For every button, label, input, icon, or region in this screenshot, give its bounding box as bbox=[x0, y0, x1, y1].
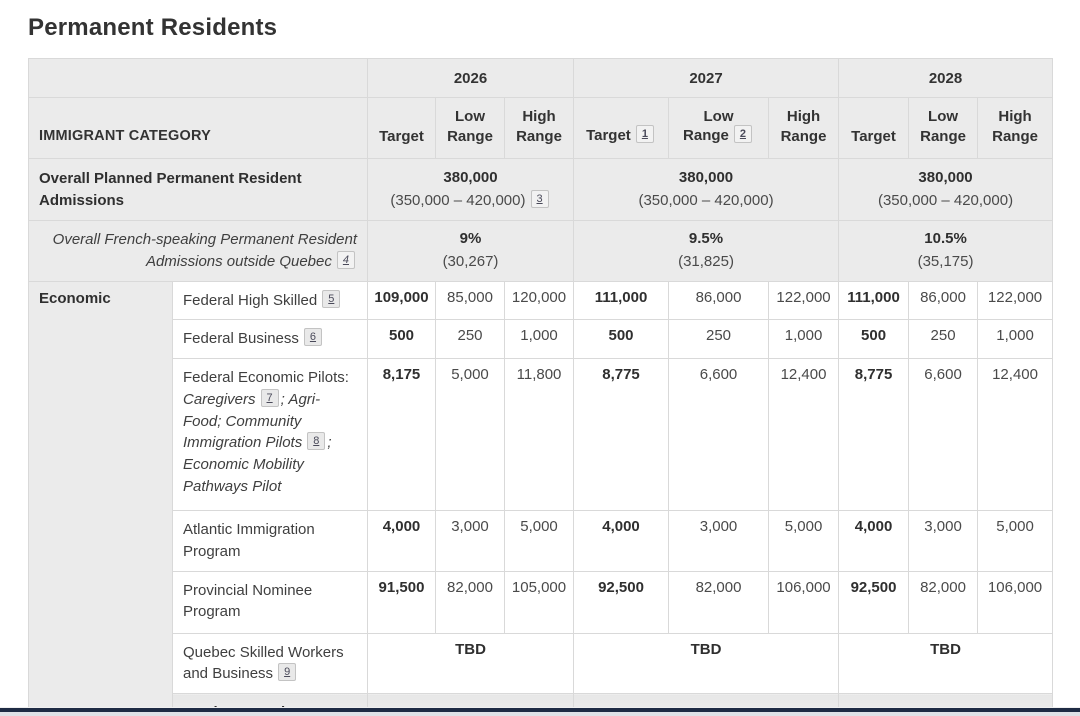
footnote-link-9[interactable]: 9 bbox=[278, 663, 296, 681]
column-header-row bbox=[29, 98, 1053, 159]
value-cell: 8,775 bbox=[839, 359, 909, 511]
overall-value-2026: 380,000 (350,000 – 420,000) 3 bbox=[368, 159, 574, 221]
economic-group-label: Economic bbox=[29, 281, 173, 716]
value-cell: 3,000 bbox=[436, 511, 505, 572]
footnote-link-1[interactable]: 1 bbox=[636, 125, 654, 143]
french-value-2027: 9.5% (31,825) bbox=[574, 221, 839, 282]
overall-admissions-row bbox=[29, 159, 1053, 221]
page-title: Permanent Residents bbox=[28, 14, 278, 41]
value-cell: 111,000 bbox=[574, 281, 669, 320]
low-range-header-2027: Low Range 2 bbox=[669, 98, 769, 159]
value-cell: 106,000 bbox=[769, 571, 839, 633]
value-cell: 85,000 bbox=[436, 281, 505, 320]
overall-admissions-label: Overall Planned Permanent Resident Admissions bbox=[29, 159, 368, 221]
low-range-header-2026: Low Range bbox=[436, 98, 505, 159]
federal-economic-pilots-row bbox=[29, 359, 1053, 511]
value-cell: 4,000 bbox=[368, 511, 436, 572]
window-bottom-edge bbox=[0, 707, 1080, 716]
value-cell: 105,000 bbox=[505, 571, 574, 633]
value-cell: 4,000 bbox=[839, 511, 909, 572]
target-header-2027: Target 1 bbox=[574, 98, 669, 159]
footnote-link-6[interactable]: 6 bbox=[304, 328, 322, 346]
footnote-link-4[interactable]: 4 bbox=[337, 251, 355, 269]
window-edge-shadow bbox=[0, 712, 1080, 716]
quebec-skilled-label: Quebec Skilled Workers and Business 9 bbox=[173, 633, 368, 694]
value-cell: 92,500 bbox=[574, 571, 669, 633]
high-range-header-2027: High Range bbox=[769, 98, 839, 159]
value-cell: 1,000 bbox=[505, 320, 574, 359]
quebec-tbd-2028: TBD bbox=[839, 633, 1053, 694]
value-cell: 6,600 bbox=[669, 359, 769, 511]
value-cell: 3,000 bbox=[909, 511, 978, 572]
quebec-skilled-row bbox=[29, 633, 1053, 694]
footnote-link-3[interactable]: 3 bbox=[531, 190, 549, 208]
value-cell: 91,500 bbox=[368, 571, 436, 633]
value-cell: 122,000 bbox=[978, 281, 1053, 320]
value-cell: 5,000 bbox=[978, 511, 1053, 572]
value-cell: 500 bbox=[574, 320, 669, 359]
value-cell: 12,400 bbox=[978, 359, 1053, 511]
value-cell: 109,000 bbox=[368, 281, 436, 320]
immigrant-category-header: IMMIGRANT CATEGORY bbox=[29, 98, 368, 159]
year-header-2027: 2027 bbox=[574, 59, 839, 98]
value-cell: 5,000 bbox=[769, 511, 839, 572]
target-header-2026: Target bbox=[368, 98, 436, 159]
year-header-2028: 2028 bbox=[839, 59, 1053, 98]
immigration-levels-table bbox=[28, 58, 1053, 716]
overall-value-2027: 380,000 (350,000 – 420,000) bbox=[574, 159, 839, 221]
high-range-header-2028: High Range bbox=[978, 98, 1053, 159]
value-cell: 6,600 bbox=[909, 359, 978, 511]
quebec-tbd-2026: TBD bbox=[368, 633, 574, 694]
federal-high-skilled-row bbox=[29, 281, 1053, 320]
french-speaking-row bbox=[29, 221, 1053, 282]
provincial-nominee-row bbox=[29, 571, 1053, 633]
value-cell: 500 bbox=[368, 320, 436, 359]
footnote-link-7[interactable]: 7 bbox=[261, 389, 279, 407]
value-cell: 250 bbox=[669, 320, 769, 359]
value-cell: 82,000 bbox=[909, 571, 978, 633]
quebec-tbd-2027: TBD bbox=[574, 633, 839, 694]
french-value-2028: 10.5% (35,175) bbox=[839, 221, 1053, 282]
provincial-nominee-label: Provincial Nominee Program bbox=[173, 571, 368, 633]
value-cell: 120,000 bbox=[505, 281, 574, 320]
atlantic-immigration-label: Atlantic Immigration Program bbox=[173, 511, 368, 572]
federal-business-label: Federal Business 6 bbox=[173, 320, 368, 359]
value-cell: 11,800 bbox=[505, 359, 574, 511]
value-cell: 92,500 bbox=[839, 571, 909, 633]
value-cell: 3,000 bbox=[669, 511, 769, 572]
value-cell: 250 bbox=[436, 320, 505, 359]
target-header-2028: Target bbox=[839, 98, 909, 159]
year-header-row bbox=[29, 59, 1053, 98]
value-cell: 4,000 bbox=[574, 511, 669, 572]
table-corner-cell bbox=[29, 59, 368, 98]
federal-high-skilled-label: Federal High Skilled 5 bbox=[173, 281, 368, 320]
footnote-link-5[interactable]: 5 bbox=[322, 290, 340, 308]
value-cell: 86,000 bbox=[669, 281, 769, 320]
value-cell: 8,775 bbox=[574, 359, 669, 511]
value-cell: 82,000 bbox=[436, 571, 505, 633]
overall-value-2028: 380,000 (350,000 – 420,000) bbox=[839, 159, 1053, 221]
value-cell: 106,000 bbox=[978, 571, 1053, 633]
value-cell: 500 bbox=[839, 320, 909, 359]
federal-economic-pilots-label: Federal Economic Pilots: Caregivers 7 ; Agri-Food; Community Immigration Pilots 8 ; Economic Mobility Pathways Pilot bbox=[173, 359, 368, 511]
value-cell: 111,000 bbox=[839, 281, 909, 320]
footnote-link-8[interactable]: 8 bbox=[307, 432, 325, 450]
high-range-header-2026: High Range bbox=[505, 98, 574, 159]
value-cell: 5,000 bbox=[436, 359, 505, 511]
value-cell: 1,000 bbox=[978, 320, 1053, 359]
atlantic-immigration-row bbox=[29, 511, 1053, 572]
french-value-2026: 9% (30,267) bbox=[368, 221, 574, 282]
low-range-header-2028: Low Range bbox=[909, 98, 978, 159]
value-cell: 86,000 bbox=[909, 281, 978, 320]
french-speaking-label: Overall French-speaking Permanent Resident Admissions outside Quebec 4 bbox=[29, 221, 368, 282]
year-header-2026: 2026 bbox=[368, 59, 574, 98]
value-cell: 82,000 bbox=[669, 571, 769, 633]
value-cell: 12,400 bbox=[769, 359, 839, 511]
value-cell: 250 bbox=[909, 320, 978, 359]
value-cell: 8,175 bbox=[368, 359, 436, 511]
value-cell: 5,000 bbox=[505, 511, 574, 572]
value-cell: 1,000 bbox=[769, 320, 839, 359]
footnote-link-2[interactable]: 2 bbox=[734, 125, 752, 143]
federal-business-row bbox=[29, 320, 1053, 359]
value-cell: 122,000 bbox=[769, 281, 839, 320]
